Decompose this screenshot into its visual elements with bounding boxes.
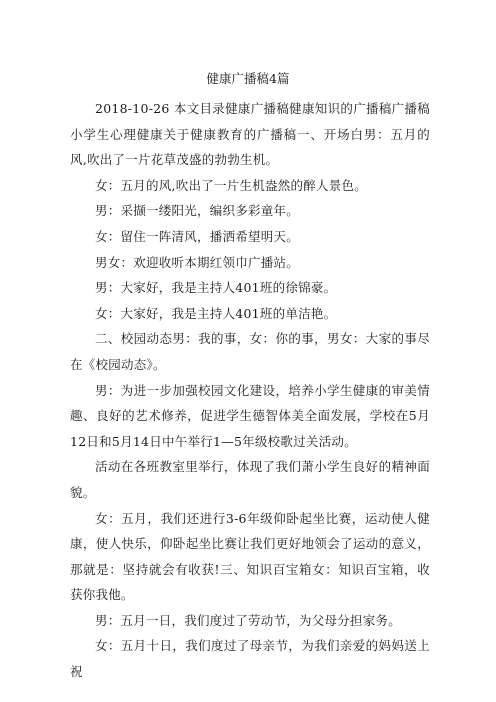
paragraph: 女：五月，我们还进行3-6年级仰卧起坐比赛，运动使人健康，使人快乐，仰卧起坐比赛让我们更好地领会了运动的意义，那就是：坚持就会有收获!三、知识百宝箱女：知识百宝箱，收获你我他。 (70, 510, 430, 603)
paragraph: 女：大家好，我是主持人401班的单洁艳。 (95, 305, 337, 321)
paragraph: 男：五月一日，我们度过了劳动节，为父母分担家务。 (95, 612, 402, 628)
paragraph: 男：为进一步加强校园文化建设，培养小学生健康的审美情趣、良好的艺术修养，促进学生德智体美全面发展，学校在5月12日和5月14日中午举行1—5年级校歌过关活动。 (70, 382, 430, 449)
document-title: 健康广播稿4篇 (206, 71, 290, 86)
paragraph: 女：五月的风,吹出了一片生机盎然的醉人景色。 (95, 177, 367, 193)
paragraph: 男女：欢迎收听本期红领巾广播站。 (95, 254, 300, 270)
document-body (70, 96, 430, 685)
paragraph: 2018-10-26 本文目录健康广播稿健康知识的广播稿广播稿小学生心理健康关于健康教育的广播稿一、开场白男：五月的风,吹出了一片花草茂盛的勃勃生机。 (70, 101, 430, 168)
paragraph: 女：五月十日，我们度过了母亲节，为我们亲爱的妈妈送上祝 (70, 638, 430, 680)
paragraph: 二、校园动态男：我的事，女：你的事，男女：大家的事尽在《校园动态》。 (70, 331, 430, 372)
paragraph: 女：留住一阵清风，播洒希望明天。 (95, 228, 300, 244)
paragraph: 男：大家好，我是主持人401班的徐锦豪。 (95, 280, 337, 296)
paragraph: 男：采撷一缕阳光，编织多彩童年。 (95, 203, 300, 219)
paragraph: 活动在各班教室里举行，体现了我们萧小学生良好的精神面貌。 (70, 459, 430, 500)
